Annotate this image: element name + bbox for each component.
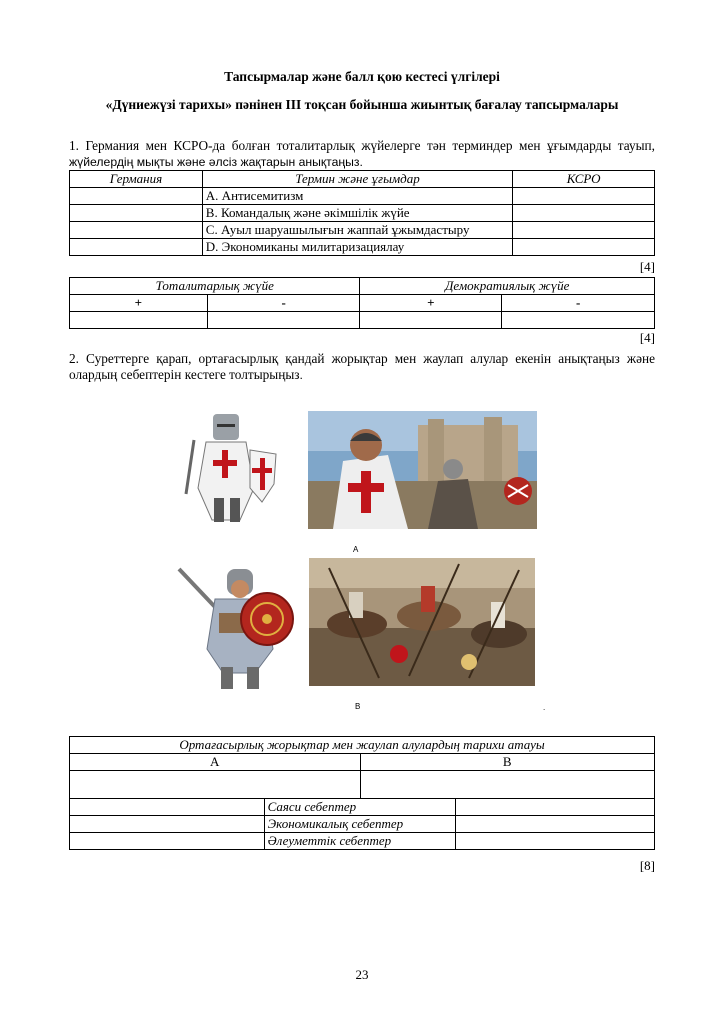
term-a: A. Антисемитизм xyxy=(202,188,512,205)
score-task2: [8] xyxy=(639,858,655,873)
col-totalitarian: Тоталитарлық жүйе xyxy=(70,278,360,295)
answer-cell[interactable] xyxy=(70,816,265,833)
germany-cell[interactable] xyxy=(70,205,203,222)
germany-cell[interactable] xyxy=(70,222,203,239)
crusader-battle-scene xyxy=(308,411,537,529)
table-row xyxy=(70,222,655,239)
answer-cell[interactable] xyxy=(456,833,655,850)
task1-text-main: 1. Германия мен КСРО-да болған тоталитарлық жүйелерге тән терминдер мен ұғымдарды тауып, xyxy=(69,138,655,153)
task1-text-small: жүйелердің мықты және әлсіз жақтарын анықтаңыз. xyxy=(69,155,363,169)
answer-cell[interactable] xyxy=(456,799,655,816)
minus-sign: - xyxy=(502,295,655,312)
ussr-cell[interactable] xyxy=(513,205,655,222)
germany-cell[interactable] xyxy=(70,239,203,256)
germany-cell[interactable] xyxy=(70,188,203,205)
answer-cell[interactable] xyxy=(70,312,208,329)
stray-dot: . xyxy=(543,703,546,712)
plus-sign: + xyxy=(70,295,208,312)
col-a: А xyxy=(70,754,361,771)
table-row xyxy=(70,295,655,312)
campaigns-header: Ортағасырлық жорықтар мен жаулап алулардың тарихи атауы xyxy=(70,737,655,754)
plus-sign: + xyxy=(360,295,502,312)
answer-cell[interactable] xyxy=(360,312,502,329)
col-terms: Термин және ұғымдар xyxy=(202,171,512,188)
table-row xyxy=(70,312,655,329)
image-label-b: В xyxy=(355,702,361,711)
answer-cell[interactable] xyxy=(456,816,655,833)
col-b: В xyxy=(360,754,655,771)
task2-text-small: . xyxy=(299,368,303,382)
eastern-warrior-icon xyxy=(175,563,300,691)
score-task1a: [4] xyxy=(639,259,655,274)
ussr-cell[interactable] xyxy=(513,222,655,239)
minus-sign: - xyxy=(207,295,360,312)
table-row xyxy=(70,816,655,833)
table-row xyxy=(70,239,655,256)
page-subtitle: «Дүниежүзі тарихы» пәнінен III тоқсан бойынша жиынтық бағалау тапсырмалары xyxy=(105,97,619,112)
score-task1b: [4] xyxy=(639,330,655,345)
answer-cell[interactable] xyxy=(502,312,655,329)
systems-table xyxy=(69,277,655,329)
page-title: Тапсырмалар және балл қою кестесі үлгілері xyxy=(224,69,500,84)
table-row xyxy=(70,188,655,205)
answer-cell[interactable] xyxy=(70,833,265,850)
table-row xyxy=(70,833,655,850)
task2-text-main: 2. Суреттерге қарап, ортағасырлық қандай жорықтар мен жаулап алулар екенін анықтаңыз және олардың себептерін кестеге толтырыңыз xyxy=(69,351,655,382)
col-ussr: КСРО xyxy=(513,171,655,188)
terms-table xyxy=(69,170,655,256)
reason-social: Әлеуметтік себептер xyxy=(264,833,456,850)
campaigns-table xyxy=(69,736,655,850)
answer-cell-b[interactable] xyxy=(360,771,655,799)
reason-economic: Экономикалық себептер xyxy=(264,816,456,833)
col-germany: Германия xyxy=(70,171,203,188)
term-d: D. Экономиканы милитаризациялау xyxy=(202,239,512,256)
image-label-a: А xyxy=(353,545,359,554)
term-c: C. Ауыл шаруашылығын жаппай ұжымдастыру xyxy=(202,222,512,239)
ussr-cell[interactable] xyxy=(513,239,655,256)
task2-text xyxy=(69,351,655,383)
table-row xyxy=(70,771,655,799)
table-row xyxy=(70,799,655,816)
crusader-knight-icon xyxy=(180,410,296,528)
page-number: 23 xyxy=(355,967,369,982)
cavalry-battle-scene xyxy=(309,558,535,686)
reason-political: Саяси себептер xyxy=(264,799,456,816)
answer-cell[interactable] xyxy=(207,312,360,329)
col-democratic: Демократиялық жүйе xyxy=(360,278,655,295)
table-row xyxy=(70,205,655,222)
term-b: B. Командалық және әкімшілік жүйе xyxy=(202,205,512,222)
ussr-cell[interactable] xyxy=(513,188,655,205)
task1-text xyxy=(69,138,655,170)
answer-cell-a[interactable] xyxy=(70,771,361,799)
answer-cell[interactable] xyxy=(70,799,265,816)
